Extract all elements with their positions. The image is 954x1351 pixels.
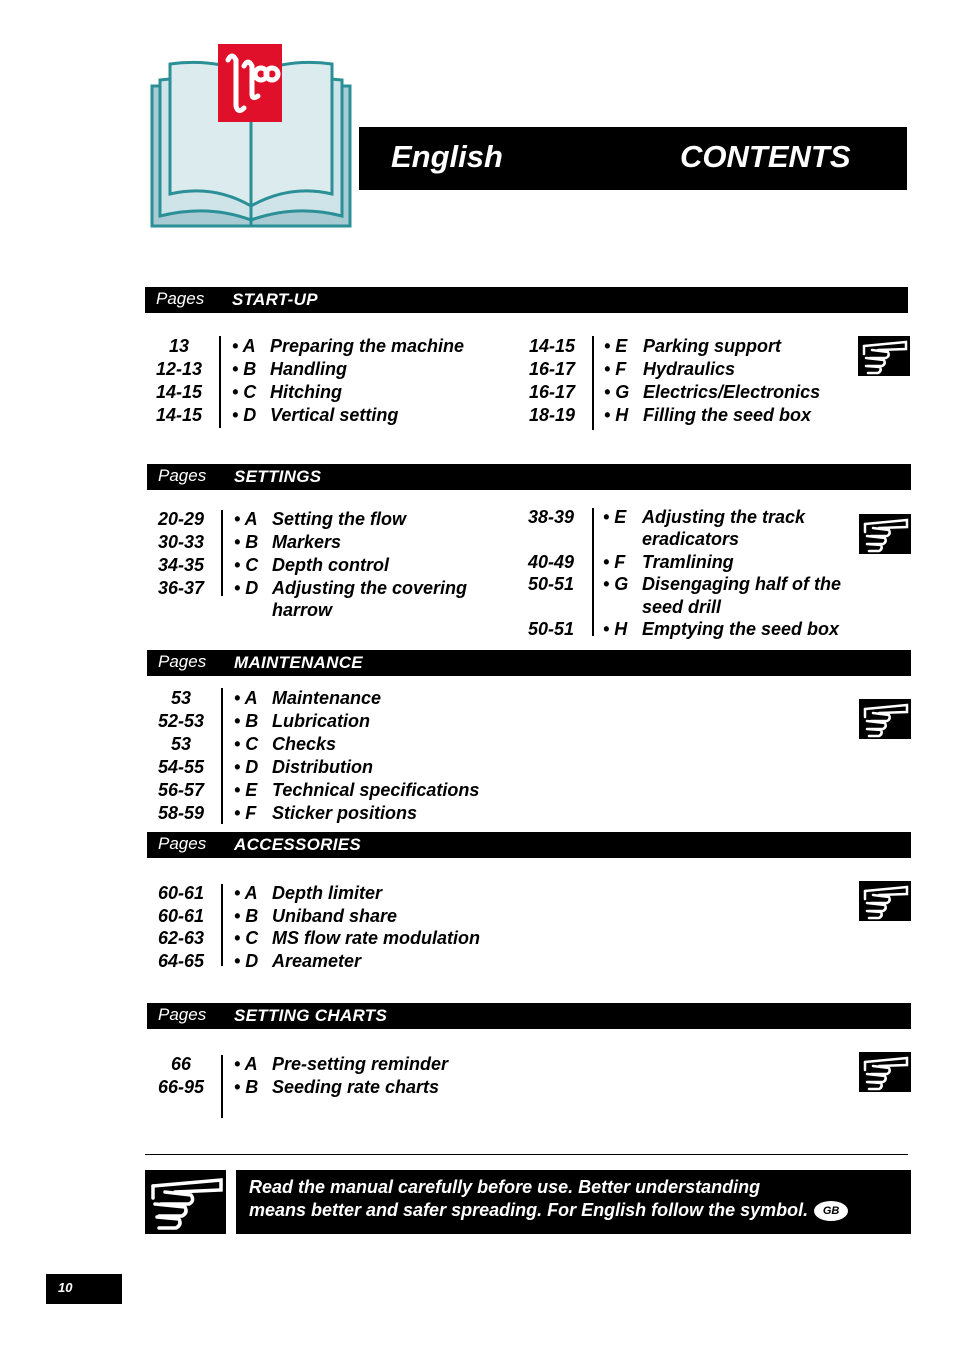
pointing-hand-icon (145, 1170, 226, 1234)
notice-line: Read the manual carefully before use. Better understanding (249, 1177, 761, 1197)
page-number: 10 (58, 1280, 73, 1295)
section-title: ACCESSORIES (234, 835, 362, 854)
toc-entry-continued: harrow (272, 600, 333, 620)
section-title: MAINTENANCE (234, 653, 363, 672)
divider (592, 508, 594, 636)
language-title: English (391, 139, 503, 174)
pointing-hand-icon (859, 1052, 911, 1092)
page-title: CONTENTS (680, 139, 851, 174)
section-header-maintenance (147, 650, 911, 676)
pointing-hand-icon (859, 881, 911, 921)
pointing-hand-icon (858, 336, 910, 376)
section-header-setting-charts (147, 1003, 911, 1029)
toc-entry-continued: seed drill (642, 597, 722, 617)
divider (592, 336, 594, 430)
pointing-hand-icon (859, 699, 911, 739)
title-bar (359, 127, 907, 190)
section-title: SETTINGS (234, 467, 322, 486)
pages-label: Pages (158, 1005, 207, 1024)
section-header-settings (147, 464, 911, 490)
pages-label: Pages (158, 834, 207, 853)
gb-badge: GB (814, 1201, 848, 1221)
divider (221, 1055, 223, 1118)
section-header-accessories (147, 832, 911, 858)
pointing-hand-icon (859, 514, 911, 554)
pages-label: Pages (158, 652, 207, 671)
pages-label: Pages (156, 289, 205, 308)
pages-label: Pages (158, 466, 207, 485)
divider (221, 884, 223, 966)
section-title: SETTING CHARTS (234, 1006, 388, 1025)
section-header-start-up (145, 287, 908, 313)
toc-entry-continued: eradicators (642, 529, 740, 549)
divider (221, 510, 223, 596)
divider (219, 336, 221, 428)
notice-banner (236, 1170, 911, 1234)
horizontal-rule (145, 1154, 908, 1155)
open-book-logo-icon (148, 44, 358, 232)
section-title: START-UP (232, 290, 318, 309)
divider (221, 688, 223, 824)
notice-line: means better and safer spreading. For English follow the symbol. (249, 1200, 809, 1220)
page-number-box (46, 1274, 122, 1304)
